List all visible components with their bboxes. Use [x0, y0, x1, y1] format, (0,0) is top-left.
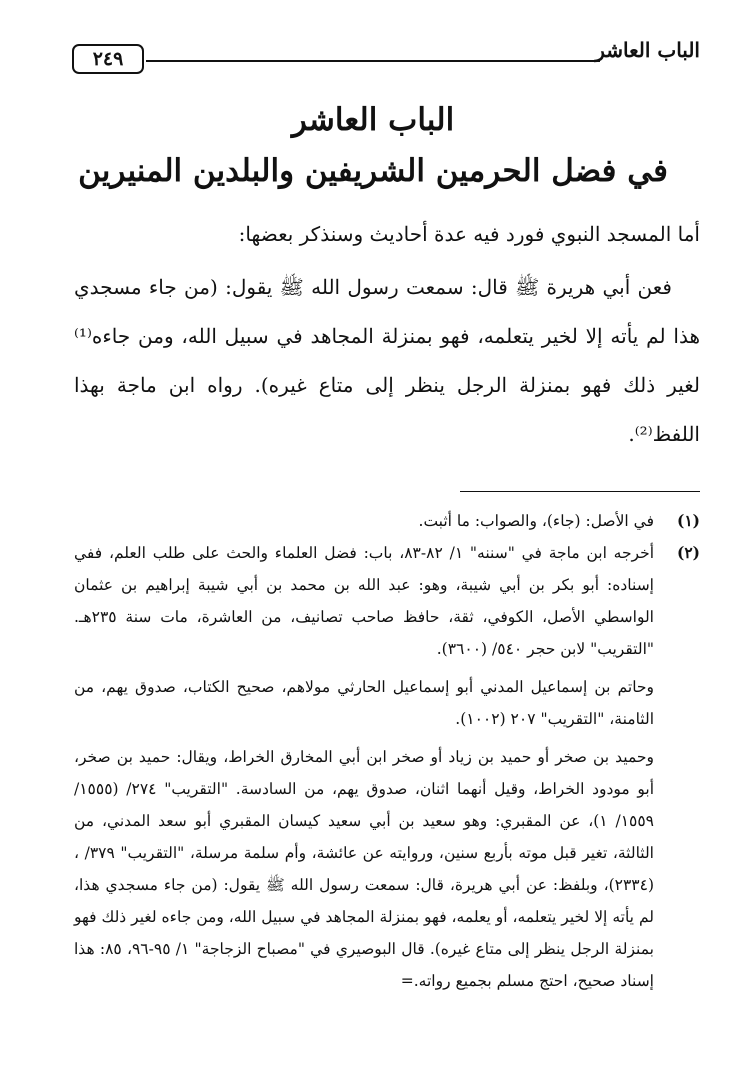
footnote-paragraph: وحميد بن صخر أو حميد بن زياد أو صخر ابن أبي المخارق الخراط، ويقال: حميد بن صخر، أبو مودود الخراط، وقيل أنهما اثنان، صدوق يهم، من السادسة. "التقريب" ٢٧٤/ (١٥٥٥/ ١٥٥٩/ ١)، عن المقبري: وهو سعيد بن أبي سعيد كيسان المقبري أبو سعد المدني، من الثالثة، تغير قبل موته بأربع سنين، وروايته عن عائشة، وأم سلمة مرسلة، "التقريب" ٣٧٩/ ، (٢٣٣٤)، وبلفظ: عن أبي هريرة، قال: سمعت رسول الله ﷺ يقول: (من جاء مسجدي هذا، لم يأته إلا لخير يتعلمه، أو يعلمه، فهو بمنزلة المجاهد في سبيل الله، ومن جاءه لغير ذلك فهو بمنزلة الرجل ينظر إلى متاع غيره). قال البوصيري في "مصباح الزجاجة" ١/ ٩٥-٩٦، ٨٥: هذا إسناد صحيح، احتج مسلم بجميع رواته.=: [74, 748, 655, 990]
footnotes: [74, 505, 700, 997]
page-number: ٢٤٩: [92, 48, 124, 70]
header-rule: [146, 60, 600, 62]
running-header-title: الباب العاشر: [595, 38, 700, 62]
footnote-separator: [460, 491, 700, 492]
footnote-2: [74, 537, 700, 997]
chapter-subtitle: في فضل الحرمين الشريفين والبلدين المنيرين: [78, 153, 668, 189]
footnote-paragraph: في الأصل: (جاء)، والصواب: ما أثبت.: [418, 512, 654, 530]
footnote-paragraph: أخرجه ابن ماجة في "سننه" ١/ ٨٢-٨٣، باب: فضل العلماء والحث على طلب العلم، ففي إسناده: أبو بكر بن أبي شيبة، وهو: عبد الله بن محمد بن أبي شيبة إبراهيم بن عثمان الواسطي الأصل، الكوفي، ثقة، حافظ صاحب تصانيف، من العاشرة، مات سنة ٢٣٥هـ. "التقريب" لابن حجر ٥٤٠/ (٣٦٠٠).: [74, 544, 654, 658]
chapter-title: الباب العاشر: [291, 102, 455, 138]
footnote-1: [74, 505, 700, 537]
page-number-box: [72, 44, 144, 74]
footnote-number: (١): [676, 511, 700, 530]
footnote-paragraph: وحاتم بن إسماعيل المدني أبو إسماعيل الحارثي مولاهم، صحيح الكتاب، صدوق يهم، من الثامنة، "التقريب" ٢٠٧ (١٠٠٢).: [74, 678, 654, 728]
footnote-body: [74, 505, 654, 537]
hadith-paragraph: فعن أبي هريرة ﷺ قال: سمعت رسول الله ﷺ يقول: (من جاء مسجدي هذا لم يأته إلا لخير يتعلمه، فهو بمنزلة المجاهد في سبيل الله، ومن جاءه⁽¹⁾ لغير ذلك فهو بمنزلة الرجل ينظر إلى متاع غيره). رواه ابن ماجة بهذا اللفظ⁽²⁾.: [74, 275, 700, 446]
main-text: [74, 210, 700, 459]
footnote-body: [74, 537, 654, 997]
intro-paragraph: أما المسجد النبوي فورد فيه عدة أحاديث وسنذكر بعضها:: [238, 222, 700, 246]
footnote-number: (٢): [676, 543, 700, 562]
